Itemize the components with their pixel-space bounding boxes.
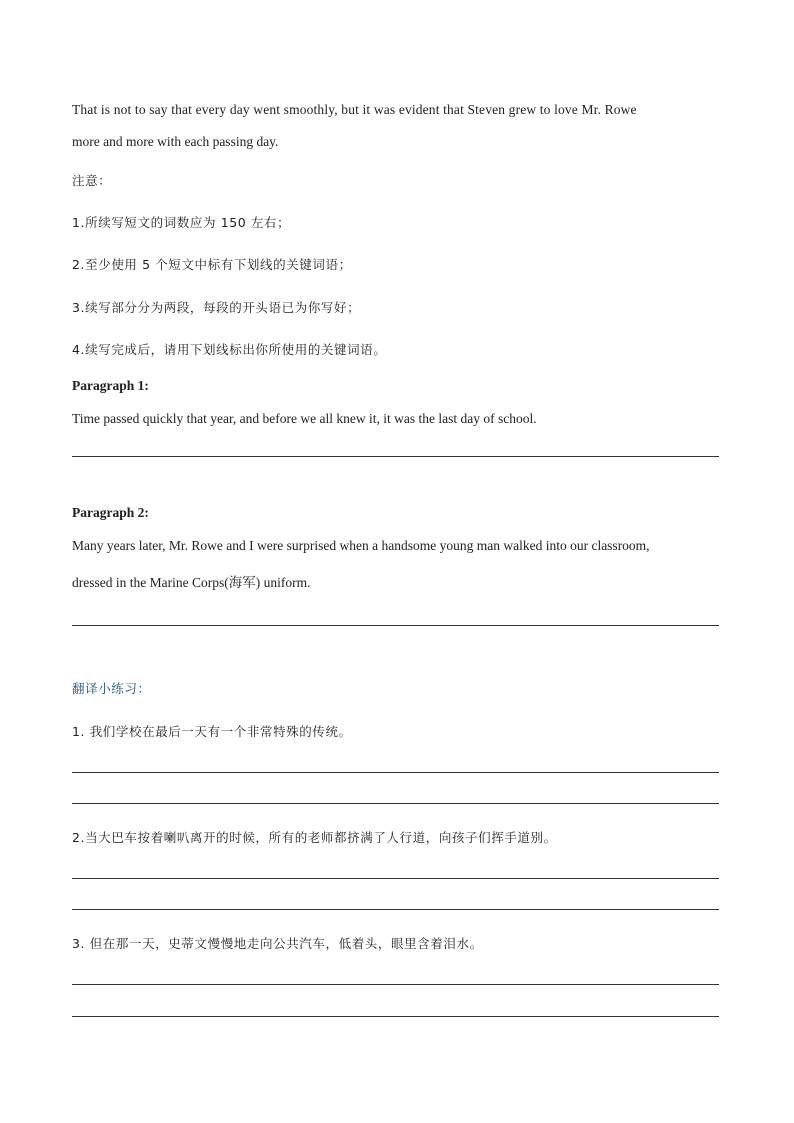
intro-line-1: That is not to say that every day went smoothly, but it was evident that Steven grew to love Mr. Rowe [72, 102, 637, 117]
paragraph-1-opening: Time passed quickly that year, and before we all knew it, it was the last day of school. [72, 411, 537, 426]
writing-line [72, 1016, 719, 1017]
paragraph-2-opening-line-2: dressed in the Marine Corps(海军) uniform. [72, 575, 311, 590]
notes-heading: 注意： [72, 173, 112, 188]
translation-item-2: 2.当大巴车按着喇叭离开的时候，所有的老师都挤满了人行道，向孩子们挥手道别。 [72, 830, 557, 845]
note-item-1: 1.所续写短文的词数应为 150 左右； [72, 215, 291, 230]
paragraph-2-opening-line-1: Many years later, Mr. Rowe and I were surprised when a handsome young man walked into our classroom, [72, 538, 650, 553]
translation-item-1: 1. 我们学校在最后一天有一个非常特殊的传统。 [72, 724, 352, 739]
translation-item-3: 3. 但在那一天，史蒂文慢慢地走向公共汽车，低着头，眼里含着泪水。 [72, 936, 483, 951]
translation-heading: 翻译小练习： [72, 681, 151, 696]
note-item-4: 4.续写完成后，请用下划线标出你所使用的关键词语。 [72, 342, 387, 357]
paragraph-2-label: Paragraph 2: [72, 505, 149, 520]
note-item-2: 2.至少使用 5 个短文中标有下划线的关键词语； [72, 257, 352, 272]
writing-line [72, 456, 719, 457]
writing-line [72, 984, 719, 985]
writing-line [72, 878, 719, 879]
note-item-3: 3.续写部分分为两段，每段的开头语已为你写好； [72, 300, 361, 315]
intro-line-2: more and more with each passing day. [72, 134, 279, 149]
paragraph-1-label: Paragraph 1: [72, 378, 149, 393]
writing-line [72, 909, 719, 910]
writing-line [72, 625, 719, 626]
writing-line [72, 803, 719, 804]
writing-line [72, 772, 719, 773]
